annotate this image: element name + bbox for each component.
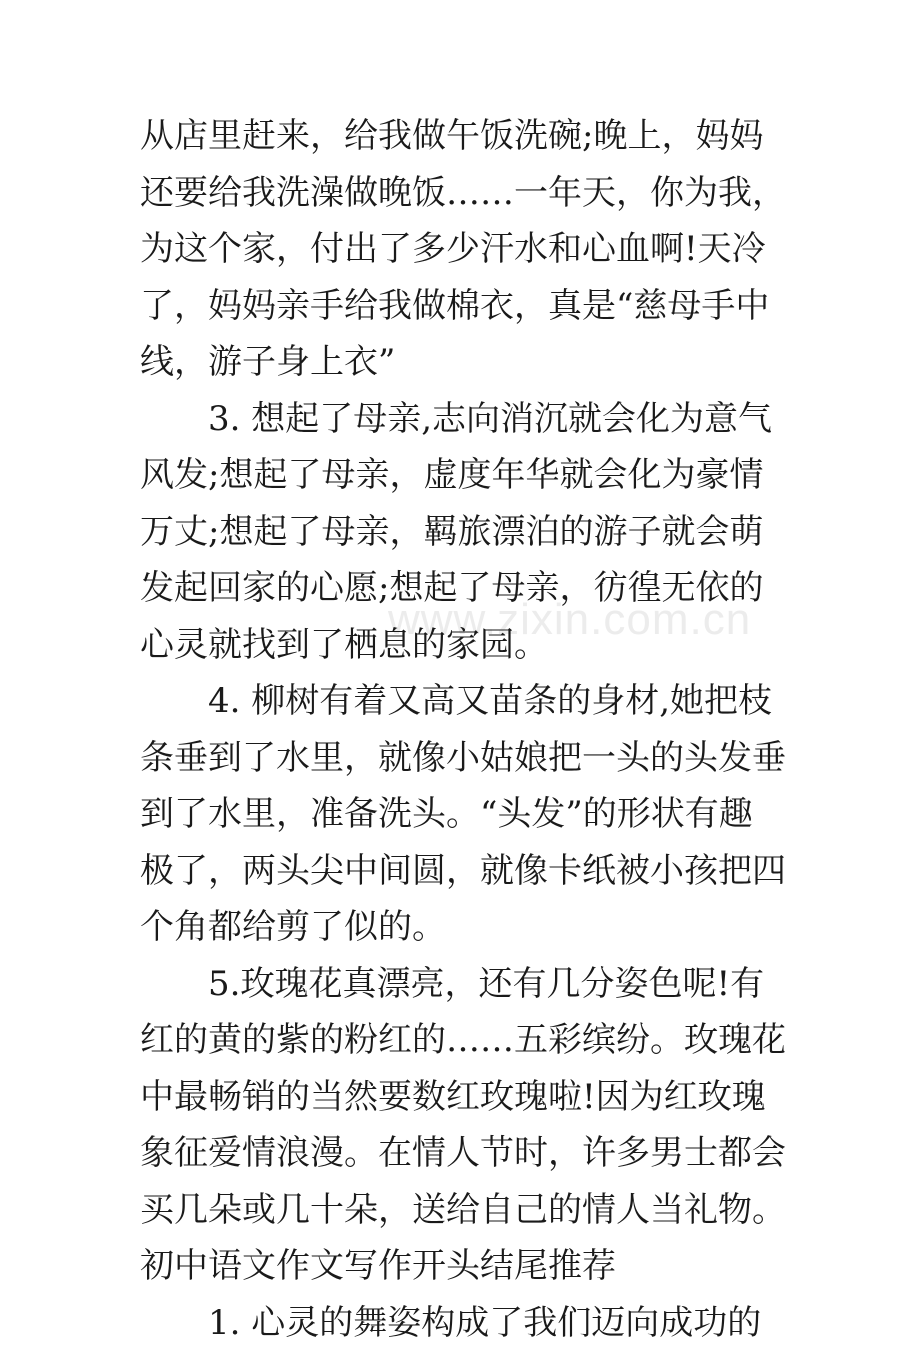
paragraph-1-start: 1. 心灵的舞姿构成了我们迈向成功的 (140, 1295, 820, 1351)
text-line: 条垂到了水里，就像小姑娘把一头的头发垂 (140, 730, 820, 787)
text-line: 万丈;想起了母亲，羁旅漂泊的游子就会萌 (140, 504, 820, 561)
text-line: 极了，两头尖中间圆，就像卡纸被小孩把四 (140, 843, 820, 900)
watermark: www.zixin.com.cn (388, 595, 751, 645)
text-line: 从店里赶来，给我做午饭洗碗;晚上，妈妈 (140, 108, 820, 165)
text-line: 发起回家的心愿;想起了母亲，彷徨无依的 (140, 560, 820, 617)
text-line: 到了水里，准备洗头。“头发”的形状有趣 (140, 786, 820, 843)
text-line: 个角都给剪了似的。 (140, 899, 820, 956)
text-line: 象征爱情浪漫。在情人节时，许多男士都会 (140, 1125, 820, 1182)
text-line: 了，妈妈亲手给我做棉衣，真是“慈母手中 (140, 278, 820, 335)
text-line: 买几朵或几十朵，送给自己的情人当礼物。 (140, 1182, 820, 1239)
paragraph-4-start: 4. 柳树有着又高又苗条的身材,她把枝 (140, 673, 820, 730)
paragraph-3-start: 3. 想起了母亲,志向消沉就会化为意气 (140, 391, 820, 448)
text-line: 中最畅销的当然要数红玫瑰啦!因为红玫瑰 (140, 1069, 820, 1126)
text-line: 红的黄的紫的粉红的……五彩缤纷。玫瑰花 (140, 1012, 820, 1069)
text-line: 心灵就找到了栖息的家园。 (140, 617, 820, 674)
text-line: 为这个家，付出了多少汗水和心血啊!天冷 (140, 221, 820, 278)
paragraph-5-start: 5.玫瑰花真漂亮，还有几分姿色呢!有 (140, 956, 820, 1013)
document-body (140, 108, 820, 1351)
section-heading: 初中语文作文写作开头结尾推荐 (140, 1238, 820, 1295)
text-line: 还要给我洗澡做晚饭……一年天，你为我， (140, 165, 820, 222)
text-line: 风发;想起了母亲，虚度年华就会化为豪情 (140, 447, 820, 504)
text-line: 线，游子身上衣” (140, 334, 820, 391)
